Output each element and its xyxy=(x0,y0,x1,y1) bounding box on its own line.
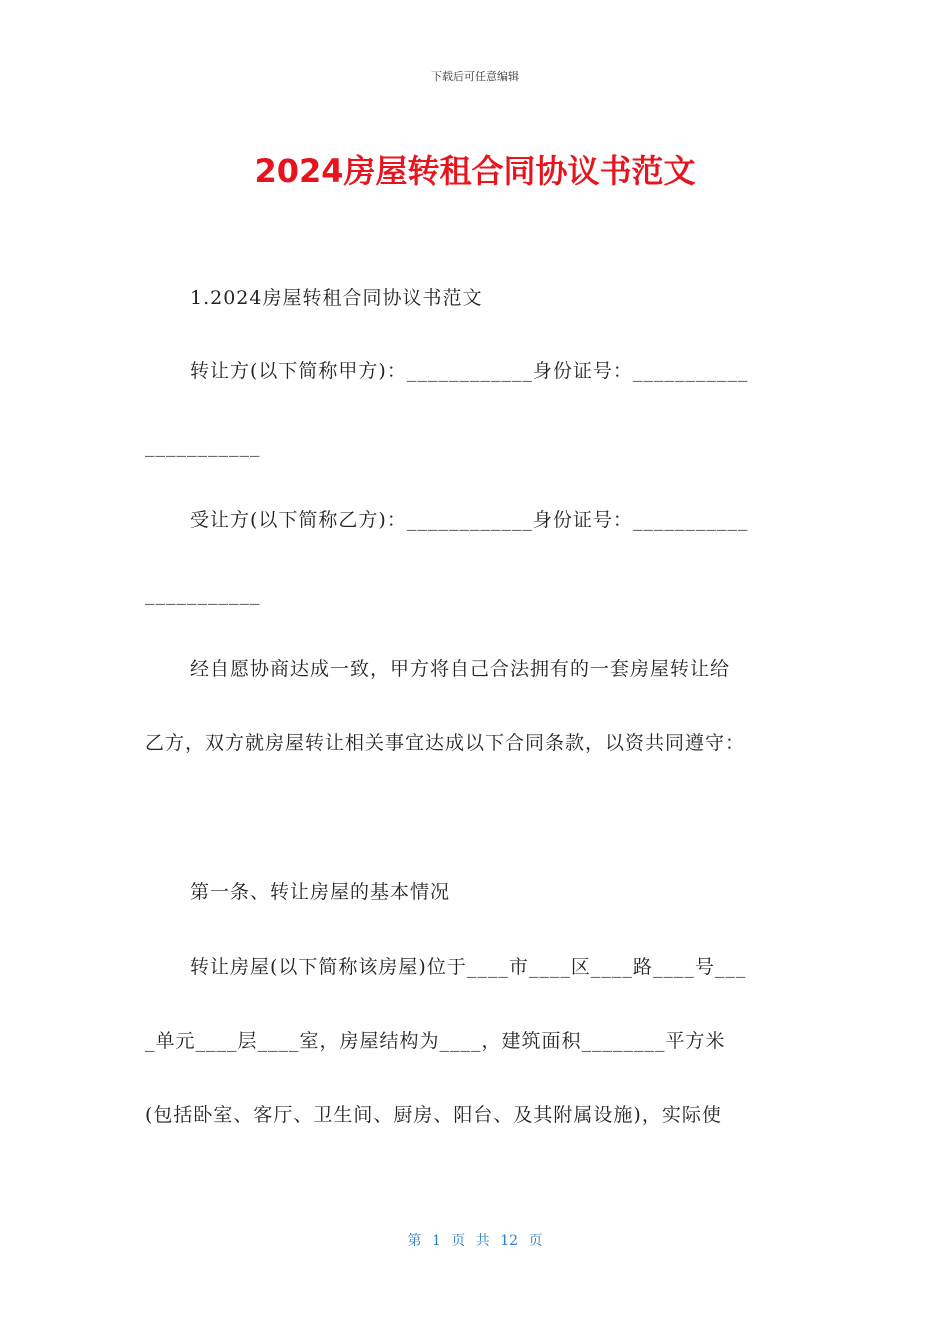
party-a-id-continuation: ___________ xyxy=(145,435,261,457)
article-1-line-2: _单元____层____室，房屋结构为____，建筑面积________平方米 xyxy=(145,1030,726,1052)
section-heading-1: 1.2024房屋转租合同协议书范文 xyxy=(190,287,483,309)
preamble-line-1: 经自愿协商达成一致，甲方将自己合法拥有的一套房屋转让给 xyxy=(190,658,731,680)
page-number: 第 1 页 共 12 页 xyxy=(407,1233,543,1249)
preamble-line-2: 乙方，双方就房屋转让相关事宜达成以下合同条款，以资共同遵守： xyxy=(145,732,746,754)
party-b-id-continuation: ___________ xyxy=(145,583,261,605)
article-1-line-3: (包括卧室、客厅、卫生间、厨房、阳台、及其附属设施)，实际使 xyxy=(145,1104,722,1126)
header-note: 下载后可任意编辑 xyxy=(431,70,519,83)
article-1-heading: 第一条、转让房屋的基本情况 xyxy=(190,881,451,903)
party-a-line: 转让方(以下简称甲方)：____________身份证号：___________ xyxy=(190,360,749,382)
party-b-line: 受让方(以下简称乙方)：____________身份证号：___________ xyxy=(190,509,749,531)
article-1-line-1: 转让房屋(以下简称该房屋)位于____市____区____路____号___ xyxy=(190,956,747,978)
document-title: 2024房屋转租合同协议书范文 xyxy=(254,152,696,190)
